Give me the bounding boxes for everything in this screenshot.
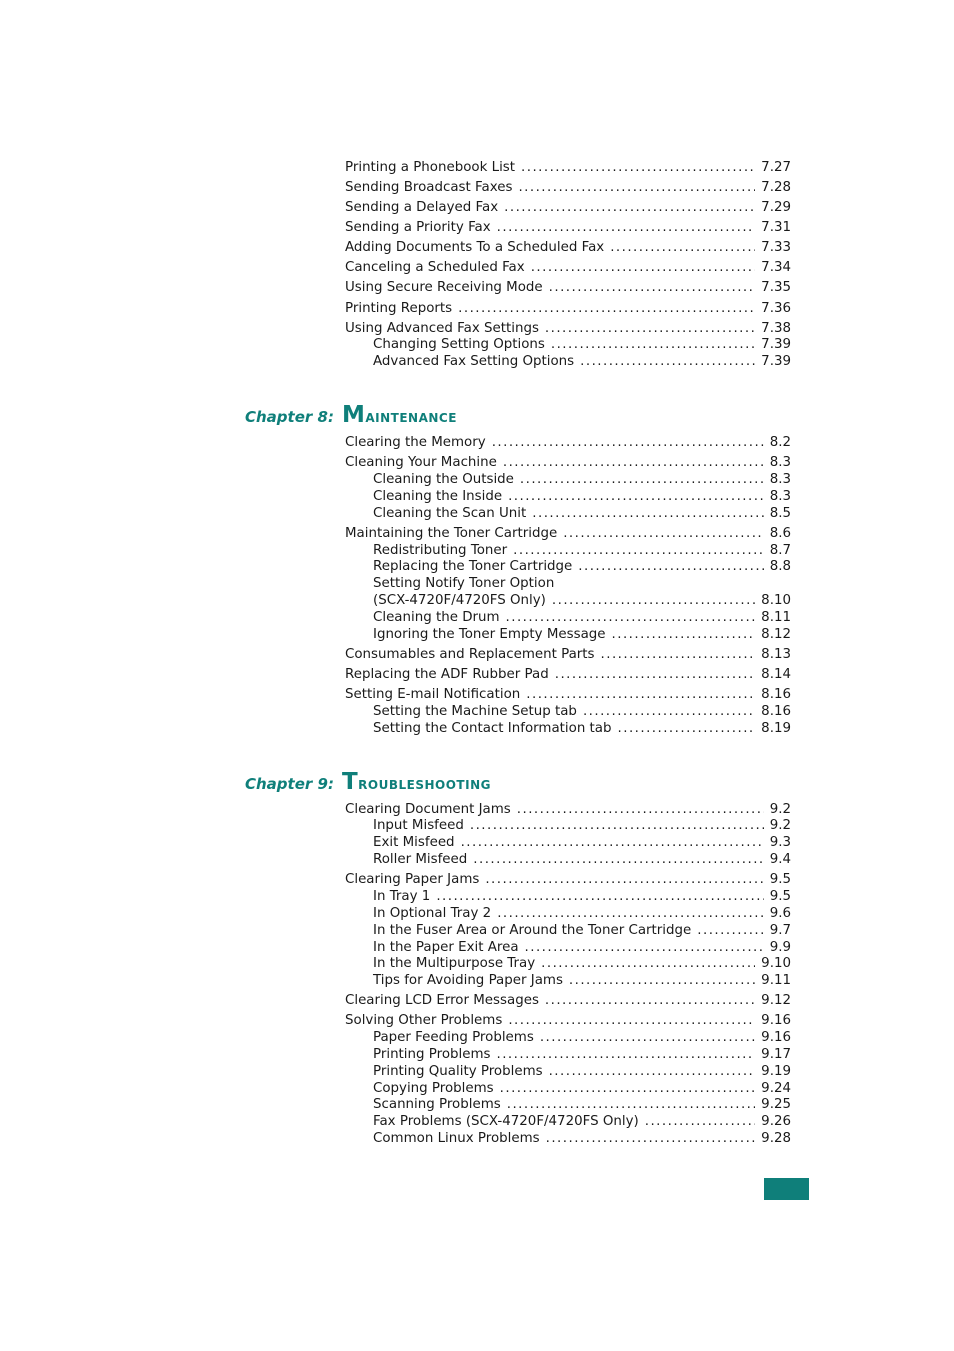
- toc-entry-title: Ignoring the Toner Empty Message: [373, 627, 606, 642]
- toc-entry-title: Setting the Contact Information tab: [373, 721, 612, 736]
- toc-entry-title: Tips for Avoiding Paper Jams: [373, 973, 563, 988]
- toc-entry[interactable]: [373, 817, 791, 834]
- toc-entry-title: Setting E-mail Notification: [345, 687, 521, 702]
- toc-entry-title: Using Secure Receiving Mode: [345, 280, 543, 295]
- toc-entry-title: Copying Problems: [373, 1081, 494, 1096]
- toc-entry-page-number: 8.14: [761, 667, 791, 682]
- toc-entry-title: Paper Feeding Problems: [373, 1030, 534, 1045]
- toc-entry[interactable]: [373, 575, 791, 592]
- chapter-8-title: Maintenance: [341, 402, 457, 428]
- dot-leader: [697, 922, 763, 939]
- toc-entry-title: Fax Problems (SCX-4720F/4720FS Only): [373, 1114, 639, 1129]
- toc-entry[interactable]: [373, 488, 791, 505]
- toc-entry-page-number: 7.38: [761, 321, 791, 336]
- dot-leader: [610, 239, 755, 256]
- toc-entry-title: Replacing the Toner Cartridge: [373, 559, 573, 574]
- toc-entry-title: Maintaining the Toner Cartridge: [345, 526, 558, 541]
- toc-entry[interactable]: [373, 720, 791, 737]
- toc-entry-page-number: 8.3: [769, 472, 791, 487]
- dot-leader: [508, 1012, 755, 1029]
- dot-leader: [503, 454, 764, 471]
- toc-entry[interactable]: [373, 888, 791, 905]
- toc-entry-page-number: 7.39: [761, 337, 791, 352]
- toc-entry[interactable]: [345, 992, 791, 1009]
- toc-entry-page-number: 8.3: [769, 455, 791, 470]
- toc-entry-page-number: 9.16: [761, 1013, 791, 1028]
- toc-entry-title: Clearing Document Jams: [345, 802, 511, 817]
- dot-leader: [517, 801, 764, 818]
- toc-entry-title: Printing Reports: [345, 301, 453, 316]
- toc-entry-page-number: 8.7: [769, 543, 791, 558]
- toc-entry-page-number: 9.4: [769, 852, 791, 867]
- toc-entry[interactable]: [373, 558, 791, 575]
- toc-entry[interactable]: [345, 525, 791, 542]
- toc-entry-title: Cleaning the Scan Unit: [373, 506, 527, 521]
- dot-leader: [520, 471, 764, 488]
- dot-leader: [552, 592, 755, 609]
- toc-entry-page-number: 7.29: [761, 200, 791, 215]
- toc-entry-title: Canceling a Scheduled Fax: [345, 260, 525, 275]
- toc-entry-title: In the Multipurpose Tray: [373, 956, 536, 971]
- toc-entry[interactable]: [345, 179, 791, 196]
- dot-leader: [461, 834, 764, 851]
- dot-leader: [645, 1113, 755, 1130]
- toc-entry-page-number: 7.39: [761, 354, 791, 369]
- dot-leader: [569, 972, 755, 989]
- toc-entry-title: Changing Setting Options: [373, 337, 545, 352]
- toc-entry-page-number: 7.27: [761, 160, 791, 175]
- dot-leader: [470, 817, 764, 834]
- toc-entry-title: Sending a Delayed Fax: [345, 200, 499, 215]
- toc-entry[interactable]: [373, 542, 791, 559]
- toc-entry-page-number: 8.6: [769, 526, 791, 541]
- toc-entry-title: Exit Misfeed: [373, 835, 455, 850]
- dot-leader: [545, 992, 755, 1009]
- dot-leader: [497, 905, 764, 922]
- dot-leader: [526, 686, 755, 703]
- toc-entry[interactable]: [345, 871, 791, 888]
- dot-leader: [518, 179, 755, 196]
- dot-leader: [549, 279, 756, 296]
- toc-entry-page-number: 9.19: [761, 1064, 791, 1079]
- toc-entry-page-number: 9.16: [761, 1030, 791, 1045]
- toc-entry[interactable]: [345, 666, 791, 683]
- chapter-9-title: Troubleshooting: [341, 769, 491, 795]
- dot-leader: [555, 666, 755, 683]
- toc-entry-title: Setting Notify Toner Option: [373, 576, 555, 591]
- toc-entry[interactable]: [345, 646, 791, 663]
- toc-entry-page-number: 9.9: [769, 940, 791, 955]
- toc-entry[interactable]: [373, 703, 791, 720]
- toc-entry[interactable]: [373, 1063, 791, 1080]
- dot-leader: [485, 871, 763, 888]
- dot-leader: [601, 646, 756, 663]
- toc-entry-page-number: 8.3: [769, 489, 791, 504]
- toc-entry[interactable]: [345, 300, 791, 317]
- dot-leader: [583, 703, 755, 720]
- dot-leader: [508, 488, 764, 505]
- toc-entry-page-number: 8.16: [761, 687, 791, 702]
- dot-leader: [504, 199, 755, 216]
- toc-entry-title: Input Misfeed: [373, 818, 464, 833]
- toc-entry-page-number: 9.10: [761, 956, 791, 971]
- toc-entry-title: Replacing the ADF Rubber Pad: [345, 667, 549, 682]
- toc-entry-page-number: 9.12: [761, 993, 791, 1008]
- dot-leader: [532, 505, 763, 522]
- toc-entry-page-number: 8.8: [769, 559, 791, 574]
- dot-leader: [612, 626, 756, 643]
- toc-entry[interactable]: [345, 199, 791, 216]
- toc-entry[interactable]: [373, 922, 791, 939]
- toc-entry-page-number: 7.28: [761, 180, 791, 195]
- dot-leader: [506, 609, 756, 626]
- toc-entry-page-number: 9.6: [769, 906, 791, 921]
- toc-entry-page-number: 8.2: [769, 435, 791, 450]
- toc-entry-title: Clearing Paper Jams: [345, 872, 480, 887]
- toc-entry-page-number: 7.33: [761, 240, 791, 255]
- toc-entry-page-number: 7.31: [761, 220, 791, 235]
- toc-entry[interactable]: [345, 320, 791, 337]
- toc-entry[interactable]: [373, 626, 791, 643]
- toc-entry-title: Advanced Fax Setting Options: [373, 354, 575, 369]
- toc-entry-title: Roller Misfeed: [373, 852, 468, 867]
- dot-leader: [458, 300, 755, 317]
- toc-entry-page-number: 7.36: [761, 301, 791, 316]
- toc-entry[interactable]: [373, 1080, 791, 1097]
- dot-leader: [525, 939, 764, 956]
- toc-entry[interactable]: [373, 471, 791, 488]
- dot-leader: [492, 434, 764, 451]
- chapter-8-heading: [245, 402, 457, 428]
- dot-leader: [513, 542, 764, 559]
- toc-entry-title: (SCX-4720F/4720FS Only): [373, 593, 546, 608]
- toc-entry[interactable]: [373, 1113, 791, 1130]
- toc-entry-title: In the Fuser Area or Around the Toner Cartridge: [373, 923, 692, 938]
- dot-leader: [497, 219, 756, 236]
- toc-entry-page-number: 9.28: [761, 1131, 791, 1146]
- toc-entry[interactable]: [373, 955, 791, 972]
- toc-entry-page-number: 9.5: [769, 889, 791, 904]
- toc-entry-title: Adding Documents To a Scheduled Fax: [345, 240, 605, 255]
- dot-leader: [436, 888, 763, 905]
- toc-entry-title: Clearing the Memory: [345, 435, 486, 450]
- toc-entry-page-number: 8.13: [761, 647, 791, 662]
- toc-entry-title: Printing a Phonebook List: [345, 160, 516, 175]
- toc-entry-page-number: 9.7: [769, 923, 791, 938]
- toc-entry-title: Common Linux Problems: [373, 1131, 540, 1146]
- toc-entry[interactable]: [373, 905, 791, 922]
- toc-entry-title: Cleaning the Outside: [373, 472, 514, 487]
- toc-entry-title: Cleaning Your Machine: [345, 455, 497, 470]
- toc-entry-page-number: 8.12: [761, 627, 791, 642]
- toc-entry-page-number: 8.19: [761, 721, 791, 736]
- toc-entry[interactable]: [373, 1096, 791, 1113]
- toc-entry[interactable]: [345, 1012, 791, 1029]
- dot-leader: [507, 1096, 755, 1113]
- toc-entry[interactable]: [345, 434, 791, 451]
- toc-entry[interactable]: [345, 159, 791, 176]
- page-tab-marker: [764, 1178, 809, 1200]
- toc-entry[interactable]: [373, 851, 791, 868]
- toc-entry-page-number: 7.35: [761, 280, 791, 295]
- toc-entry-page-number: 9.5: [769, 872, 791, 887]
- toc-entry-title: Consumables and Replacement Parts: [345, 647, 595, 662]
- toc-entry-page-number: 7.34: [761, 260, 791, 275]
- toc-entry[interactable]: [373, 1029, 791, 1046]
- toc-entry-title: In Tray 1: [373, 889, 431, 904]
- dot-leader: [500, 1080, 756, 1097]
- toc-entry[interactable]: [373, 1046, 791, 1063]
- dot-leader: [540, 1029, 755, 1046]
- toc-entry[interactable]: [345, 259, 791, 276]
- toc-entry-title: Cleaning the Inside: [373, 489, 503, 504]
- chapter-9-label: Chapter 9:: [245, 775, 334, 793]
- toc-entry[interactable]: [373, 353, 791, 370]
- toc-entry-title: In Optional Tray 2: [373, 906, 492, 921]
- toc-entry[interactable]: [373, 939, 791, 956]
- dot-leader: [541, 955, 755, 972]
- toc-entry-page-number: 9.26: [761, 1114, 791, 1129]
- toc-entry[interactable]: [345, 454, 791, 471]
- toc-entry-title: Scanning Problems: [373, 1097, 501, 1112]
- toc-entry-page-number: 9.25: [761, 1097, 791, 1112]
- toc-entry[interactable]: [373, 834, 791, 851]
- dot-leader: [531, 259, 755, 276]
- toc-entry-title: Clearing LCD Error Messages: [345, 993, 539, 1008]
- toc-entry-title: Sending a Priority Fax: [345, 220, 491, 235]
- toc-entry[interactable]: [373, 592, 791, 609]
- toc-entry-title: Redistributing Toner: [373, 543, 508, 558]
- toc-entry[interactable]: [373, 1130, 791, 1147]
- dot-leader: [563, 525, 764, 542]
- toc-entry-title: Printing Problems: [373, 1047, 491, 1062]
- toc-entry[interactable]: [345, 279, 791, 296]
- dot-leader: [578, 558, 763, 575]
- toc-entry-title: In the Paper Exit Area: [373, 940, 519, 955]
- dot-leader: [549, 1063, 756, 1080]
- dot-leader: [473, 851, 763, 868]
- toc-entry-page-number: 8.5: [769, 506, 791, 521]
- toc-entry-page-number: 9.2: [769, 818, 791, 833]
- dot-leader: [580, 353, 755, 370]
- toc-entry-title: Setting the Machine Setup tab: [373, 704, 577, 719]
- toc-entry-title: Sending Broadcast Faxes: [345, 180, 513, 195]
- toc-entry-title: Printing Quality Problems: [373, 1064, 543, 1079]
- dot-leader: [545, 320, 755, 337]
- toc-entry-title: Solving Other Problems: [345, 1013, 503, 1028]
- toc-entry-page-number: 8.10: [761, 593, 791, 608]
- dot-leader: [497, 1046, 756, 1063]
- chapter-8-label: Chapter 8:: [245, 408, 334, 426]
- chapter-9-heading: [245, 769, 491, 795]
- toc-entry-page-number: 8.11: [761, 610, 791, 625]
- dot-leader: [521, 159, 755, 176]
- toc-entry-page-number: 8.16: [761, 704, 791, 719]
- toc-entry-title: Cleaning the Drum: [373, 610, 500, 625]
- toc-entry[interactable]: [345, 686, 791, 703]
- toc-entry[interactable]: [373, 505, 791, 522]
- dot-leader: [546, 1130, 756, 1147]
- toc-entry[interactable]: [373, 972, 791, 989]
- toc-entry[interactable]: [373, 609, 791, 626]
- toc-entry[interactable]: [345, 219, 791, 236]
- toc-entry-page-number: 9.2: [769, 802, 791, 817]
- dot-leader: [551, 336, 755, 353]
- toc-entry-page-number: 9.24: [761, 1081, 791, 1096]
- toc-entry[interactable]: [345, 239, 791, 256]
- toc-entry[interactable]: [345, 801, 791, 818]
- toc-entry-title: Using Advanced Fax Settings: [345, 321, 539, 336]
- toc-entry[interactable]: [373, 336, 791, 353]
- toc-entry-page-number: 9.17: [761, 1047, 791, 1062]
- dot-leader: [618, 720, 756, 737]
- toc-entry-page-number: 9.3: [769, 835, 791, 850]
- toc-entry-page-number: 9.11: [761, 973, 791, 988]
